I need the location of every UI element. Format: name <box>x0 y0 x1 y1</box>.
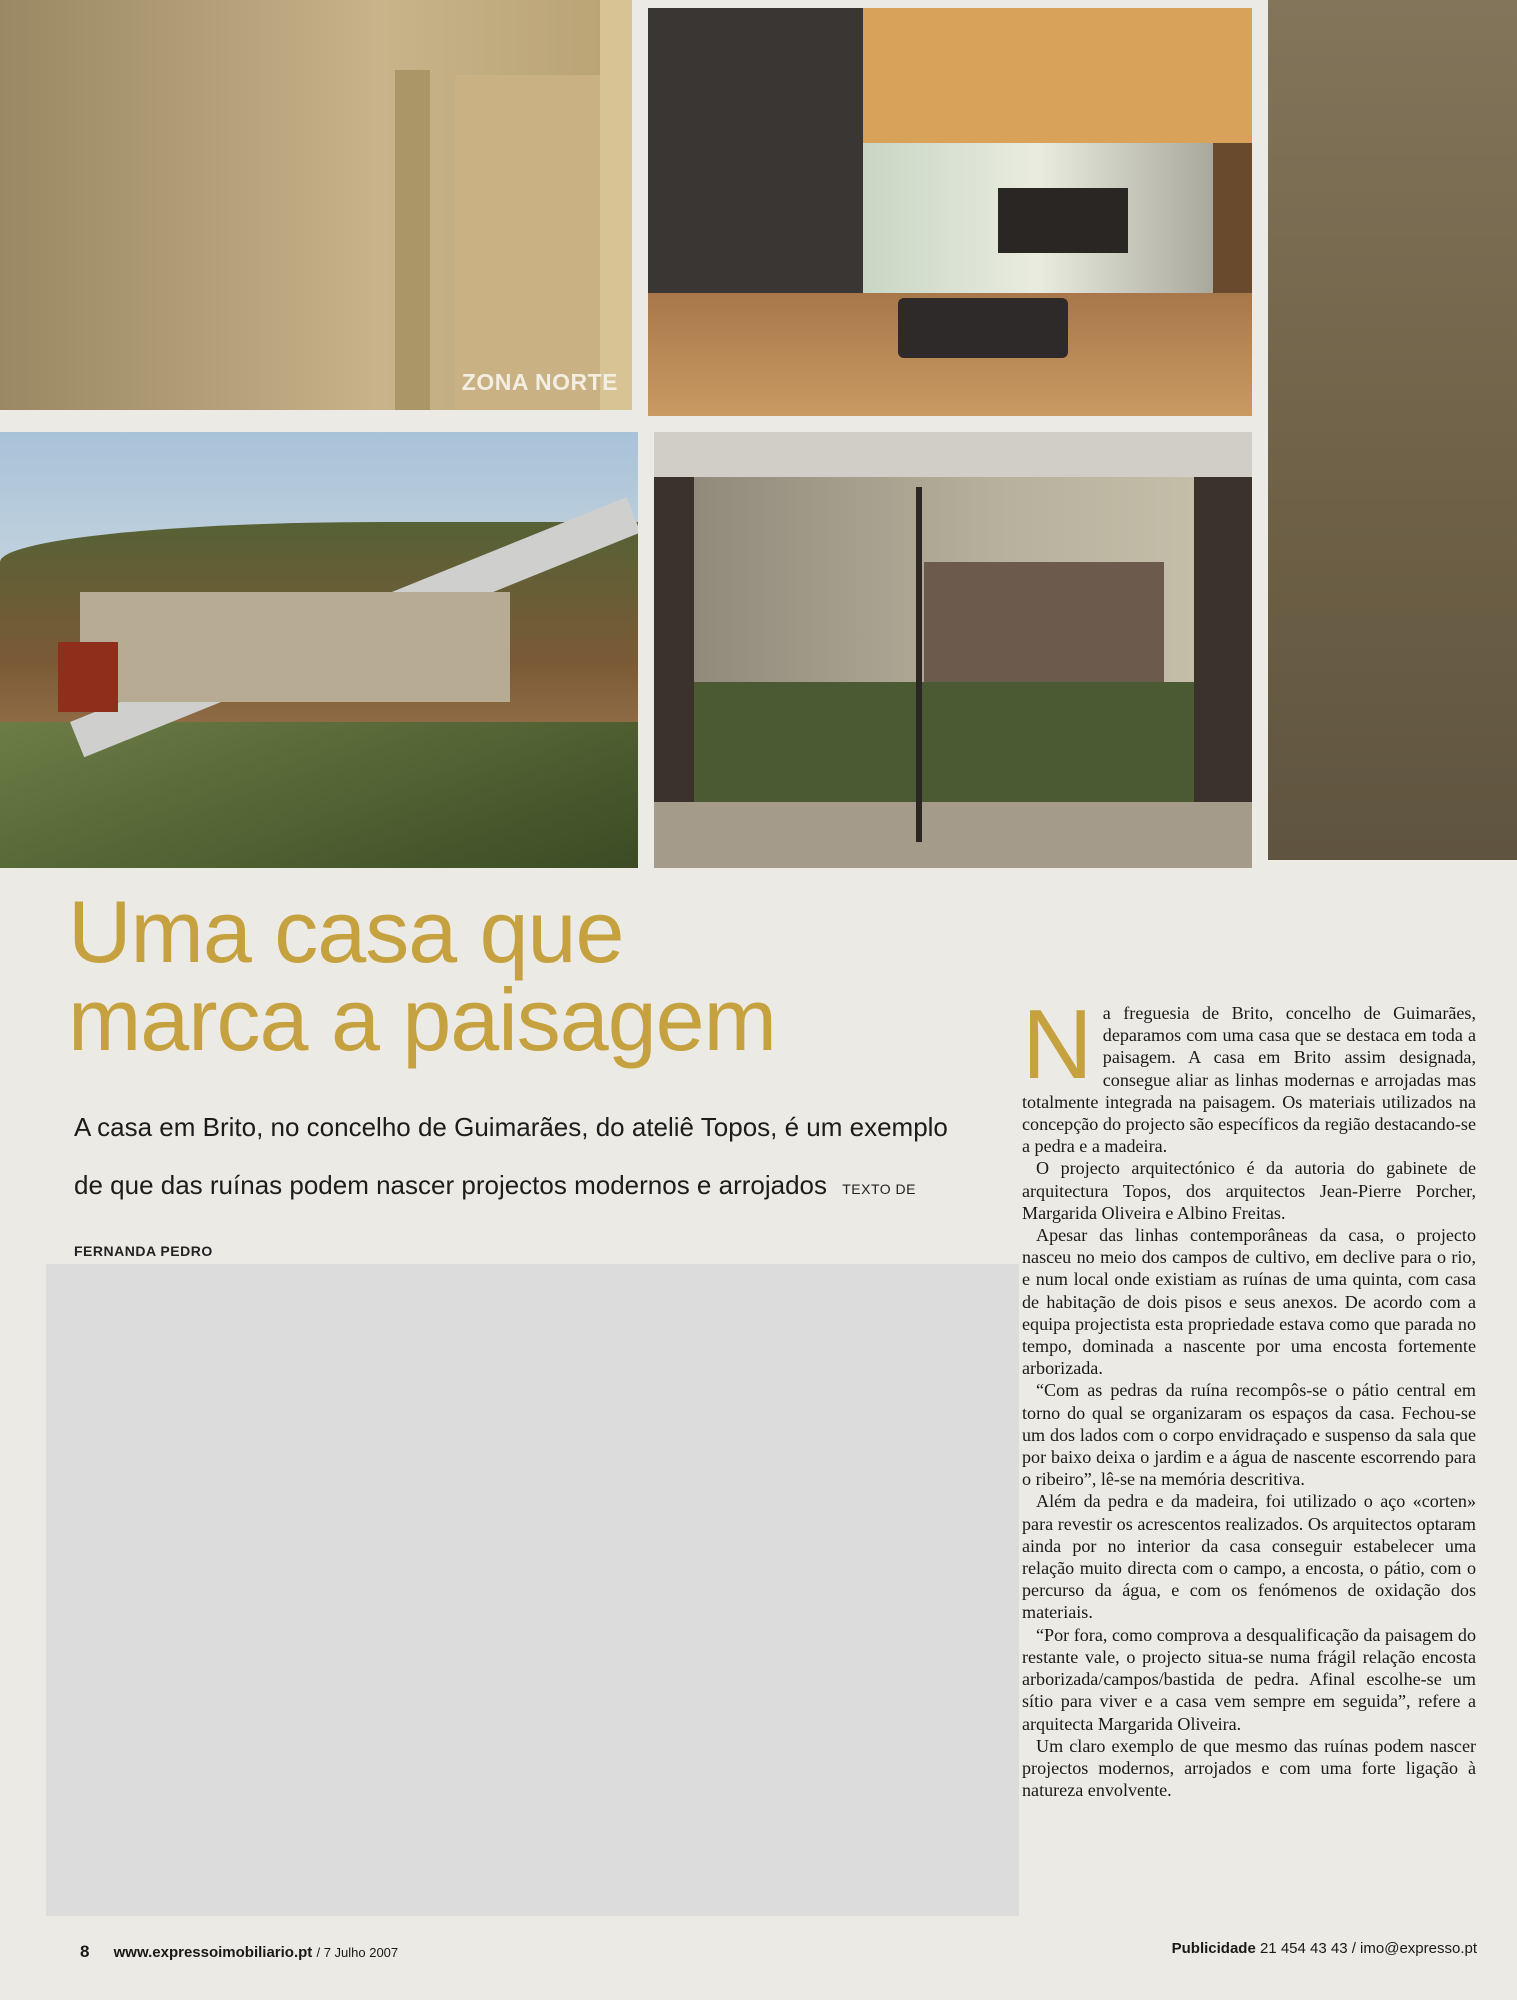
issue-date: / 7 Julho 2007 <box>316 1945 399 1960</box>
page-number: 8 <box>80 1942 90 1961</box>
byline-prefix: TEXTO DE <box>842 1181 916 1197</box>
footer-left <box>80 1942 398 1962</box>
headline-line-2: marca a paisagem <box>68 970 776 1069</box>
byline-author: FERNANDA PEDRO <box>74 1243 213 1259</box>
photo-living-room <box>648 8 1252 416</box>
article-paragraph: Na freguesia de Brito, concelho de Guimarães, deparamos com uma casa que se destaca em toda a paisagem. A casa em Brito assim designada, consegue aliar as linhas modernas e arrojadas mas totalmente integrada na paisagem. Os materiais utilizados na concepção do projecto são específicos da região destacando-se a pedra e a madeira. <box>1022 989 1476 1157</box>
ad-label: Publicidade <box>1171 1940 1256 1957</box>
article-paragraph: Além da pedra e da madeira, foi utilizado o aço «corten» para revestir os acrescentos realizados. Os arquitectos optaram ainda por no interior da casa conseguir estabelecer uma relação muito directa com o campo, a encosta, o pátio, com o percurso da água, e com os fenómenos de oxidação dos materiais. <box>1022 1491 1476 1623</box>
article-paragraph: Um claro exemplo de que mesmo das ruínas podem nascer projectos modernos, arrojados e com uma forte ligação à natureza envolvente. <box>1022 1735 1476 1801</box>
drop-cap: N <box>1022 989 1093 1099</box>
photo-interior-abstract <box>0 0 632 410</box>
photo-exterior-house <box>0 432 638 868</box>
article-body <box>1022 989 1476 1801</box>
article-paragraph: O projecto arquitectónico é da autoria do gabinete de arquitectura Topos, dos arquitectos Jean-Pierre Porcher, Margarida Oliveira e Albino Freitas. <box>1022 1158 1476 1223</box>
headline-line-1: Uma casa que <box>68 882 624 981</box>
site-url: www.expressoimobiliario.pt <box>113 1944 313 1961</box>
subhead-text: A casa em Brito, no concelho de Guimarães, do ateliê Topos, é um exemplo de que das ruínas podem nascer projectos modernos e arrojados <box>74 1112 948 1200</box>
article-paragraph: “Com as pedras da ruína recompôs-se o pátio central em torno do qual se organizaram os espaços da casa. Fechou-se um dos lados com o corpo envidraçado e suspenso da sala que por baixo deixa o jardim e a água de nascente escorrendo para o ribeiro”, lê-se na memória descritiva. <box>1022 1380 1476 1490</box>
subheadline <box>74 1098 974 1280</box>
advertisement-placeholder <box>46 1264 1019 1916</box>
article-paragraph: “Por fora, como comprova a desqualificação da paisagem do restante vale, o projecto situa-se numa frágil relação encosta arborizada/campos/bastida de pedra. Afinal escolhe-se um sítio para viver e a casa vem sempre em seguida”, refere a arquitecta Margarida Oliveira. <box>1022 1624 1476 1734</box>
footer-right <box>1172 1940 1477 1957</box>
section-label: ZONA NORTE <box>461 369 618 395</box>
article-paragraph: Apesar das linhas contemporâneas da casa, o projecto nasceu no meio dos campos de cultivo, em declive para o rio, e num local onde existiam as ruínas de uma quinta, com casa de habitação de dois pisos e seus anexos. De acordo com a equipa projectista esta propriedade estava como que parada no tempo, dominada a nascente por uma encosta fortemente arborizada. <box>1022 1225 1476 1379</box>
ad-contact: 21 454 43 43 / imo@expresso.pt <box>1259 1940 1477 1957</box>
photo-courtyard <box>654 432 1252 868</box>
photo-strip-right <box>1268 0 1517 860</box>
headline <box>68 882 776 1069</box>
